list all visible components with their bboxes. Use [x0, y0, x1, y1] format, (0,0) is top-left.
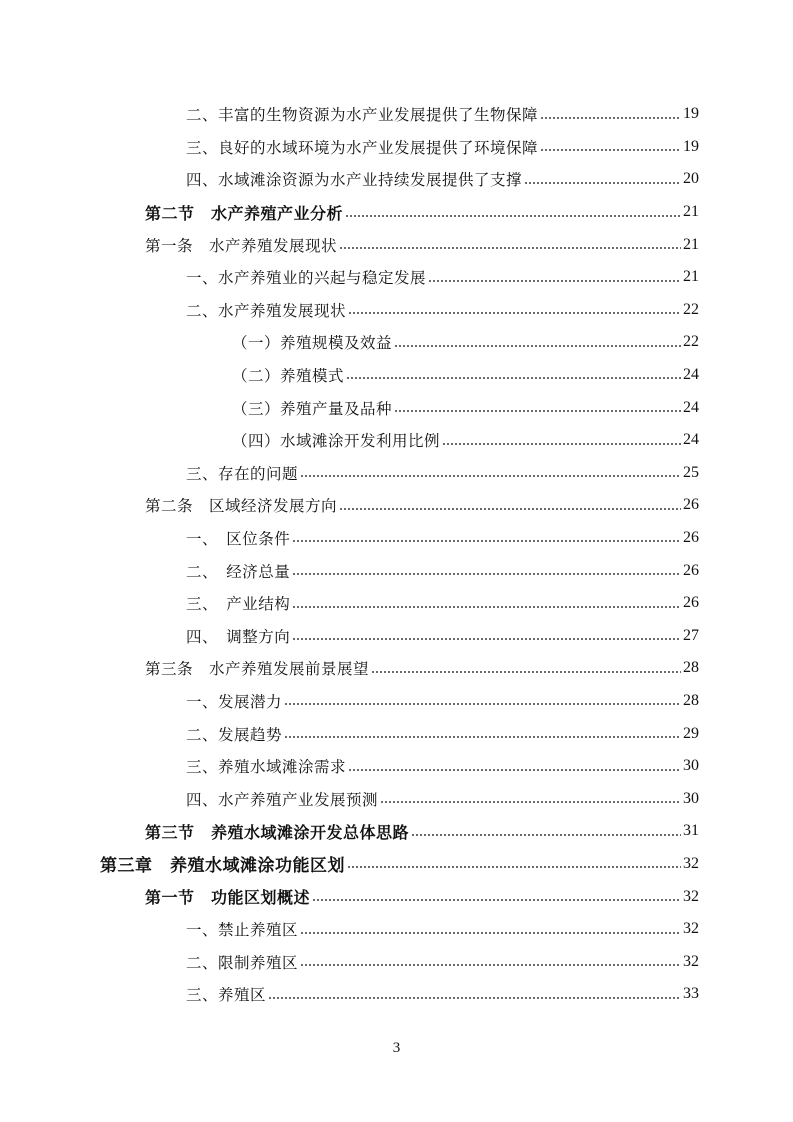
dot-leader	[442, 432, 681, 448]
dot-leader	[292, 563, 681, 579]
toc-entry[interactable]	[0, 228, 793, 261]
dot-leader	[540, 107, 681, 123]
toc-entry-page: 21	[683, 268, 699, 286]
toc-entry-page: 24	[683, 398, 699, 416]
toc-entry[interactable]	[0, 717, 793, 750]
toc-entry[interactable]	[0, 294, 793, 327]
toc-entry[interactable]	[0, 98, 793, 131]
toc-entry[interactable]	[0, 880, 793, 913]
toc-entry-title: 第二节 水产养殖产业分析	[145, 203, 344, 223]
toc-entry-page: 26	[683, 561, 699, 579]
table-of-contents	[0, 98, 793, 1011]
dot-leader	[371, 661, 681, 677]
dot-leader	[284, 726, 681, 742]
toc-entry[interactable]	[0, 196, 793, 229]
toc-entry[interactable]	[0, 522, 793, 555]
toc-entry[interactable]	[0, 261, 793, 294]
toc-entry-title: （一）养殖规模及效益	[232, 334, 393, 353]
toc-entry-page: 26	[683, 496, 699, 514]
toc-entry-page: 32	[683, 854, 699, 872]
toc-entry-page: 26	[683, 529, 699, 547]
toc-entry-title: 二、限制养殖区	[186, 953, 299, 972]
toc-entry[interactable]	[0, 131, 793, 164]
toc-entry-page: 29	[683, 724, 699, 742]
toc-entry[interactable]	[0, 326, 793, 359]
dot-leader	[540, 139, 681, 155]
toc-entry-page: 27	[683, 626, 699, 644]
dot-leader	[339, 237, 681, 253]
toc-entry-title: 三、养殖水域滩涂需求	[186, 758, 347, 777]
toc-entry-page: 21	[683, 203, 699, 221]
toc-entry-page: 19	[683, 105, 699, 123]
toc-entry[interactable]	[0, 489, 793, 522]
toc-entry[interactable]	[0, 457, 793, 490]
dot-leader	[348, 758, 681, 774]
toc-entry[interactable]	[0, 359, 793, 392]
dot-leader	[339, 498, 681, 514]
toc-entry-page: 32	[683, 887, 699, 905]
toc-entry[interactable]	[0, 945, 793, 978]
toc-entry-title: 三、良好的水域环境为水产业发展提供了环境保障	[186, 138, 539, 157]
toc-entry-title: 四、 调整方向	[186, 627, 291, 646]
dot-leader	[312, 889, 681, 905]
dot-leader	[348, 302, 681, 318]
toc-entry-title: 第三条 水产养殖发展前景展望	[145, 660, 370, 679]
toc-entry-title: 四、水域滩涂资源为水产业持续发展提供了支撑	[186, 171, 523, 190]
dot-leader	[300, 954, 681, 970]
toc-entry-title: 二、发展趋势	[186, 725, 283, 744]
toc-entry[interactable]	[0, 391, 793, 424]
dot-leader	[345, 204, 681, 220]
toc-entry-title: 三、 产业结构	[186, 595, 291, 614]
dot-leader	[524, 172, 681, 188]
toc-entry-title: 二、丰富的生物资源为水产业发展提供了生物保障	[186, 106, 539, 125]
dot-leader	[268, 987, 681, 1003]
toc-entry-page: 31	[683, 822, 699, 840]
toc-entry-page: 28	[683, 691, 699, 709]
dot-leader	[428, 270, 681, 286]
toc-entry[interactable]	[0, 652, 793, 685]
dot-leader	[292, 595, 681, 611]
toc-entry-page: 20	[683, 170, 699, 188]
dot-leader	[347, 856, 681, 872]
toc-entry[interactable]	[0, 685, 793, 718]
toc-entry-page: 24	[683, 366, 699, 384]
dot-leader	[380, 791, 681, 807]
toc-entry-title: 一、发展潜力	[186, 692, 283, 711]
toc-entry-page: 30	[683, 789, 699, 807]
toc-entry-page: 32	[683, 952, 699, 970]
toc-entry[interactable]	[0, 424, 793, 457]
toc-entry[interactable]	[0, 978, 793, 1011]
dot-leader	[346, 367, 681, 383]
toc-entry[interactable]	[0, 554, 793, 587]
toc-entry-title: 第一节 功能区划概述	[145, 888, 311, 908]
toc-entry[interactable]	[0, 620, 793, 653]
dot-leader	[411, 824, 681, 840]
toc-entry-page: 24	[683, 431, 699, 449]
toc-entry-page: 19	[683, 137, 699, 155]
dot-leader	[394, 335, 681, 351]
toc-entry-title: 二、 经济总量	[186, 562, 291, 581]
dot-leader	[300, 465, 681, 481]
toc-entry-title: （四）水域滩涂开发利用比例	[232, 432, 441, 451]
dot-leader	[292, 628, 681, 644]
toc-entry[interactable]	[0, 163, 793, 196]
toc-entry-title: 一、禁止养殖区	[186, 921, 299, 940]
dot-leader	[394, 400, 681, 416]
toc-entry-title: （二）养殖模式	[232, 367, 345, 386]
toc-entry[interactable]	[0, 913, 793, 946]
toc-entry-page: 22	[683, 333, 699, 351]
dot-leader	[300, 921, 681, 937]
toc-entry-title: （三）养殖产量及品种	[232, 399, 393, 418]
toc-entry-title: 第三章 养殖水域滩涂功能区划	[100, 856, 345, 877]
toc-entry-title: 第三节 养殖水域滩涂开发总体思路	[145, 822, 410, 842]
page-number: 3	[392, 1040, 401, 1056]
toc-entry-page: 26	[683, 594, 699, 612]
toc-entry[interactable]	[0, 587, 793, 620]
toc-entry-page: 33	[683, 985, 699, 1003]
toc-entry-page: 30	[683, 757, 699, 775]
toc-entry-title: 一、水产养殖业的兴起与稳定发展	[186, 269, 427, 288]
toc-entry[interactable]	[0, 750, 793, 783]
toc-entry[interactable]	[0, 848, 793, 881]
toc-entry[interactable]	[0, 782, 793, 815]
toc-entry-title: 第一条 水产养殖发展现状	[145, 236, 338, 255]
toc-entry[interactable]	[0, 815, 793, 848]
toc-entry-title: 三、存在的问题	[186, 464, 299, 483]
toc-entry-page: 28	[683, 659, 699, 677]
dot-leader	[292, 530, 681, 546]
toc-entry-page: 32	[683, 920, 699, 938]
toc-entry-title: 四、水产养殖产业发展预测	[186, 790, 379, 809]
toc-entry-title: 三、养殖区	[186, 986, 267, 1005]
toc-entry-page: 21	[683, 235, 699, 253]
toc-entry-page: 22	[683, 300, 699, 318]
toc-entry-title: 一、 区位条件	[186, 530, 291, 549]
toc-entry-title: 二、水产养殖发展现状	[186, 301, 347, 320]
dot-leader	[284, 693, 681, 709]
toc-entry-page: 25	[683, 463, 699, 481]
toc-entry-title: 第二条 区域经济发展方向	[145, 497, 338, 516]
